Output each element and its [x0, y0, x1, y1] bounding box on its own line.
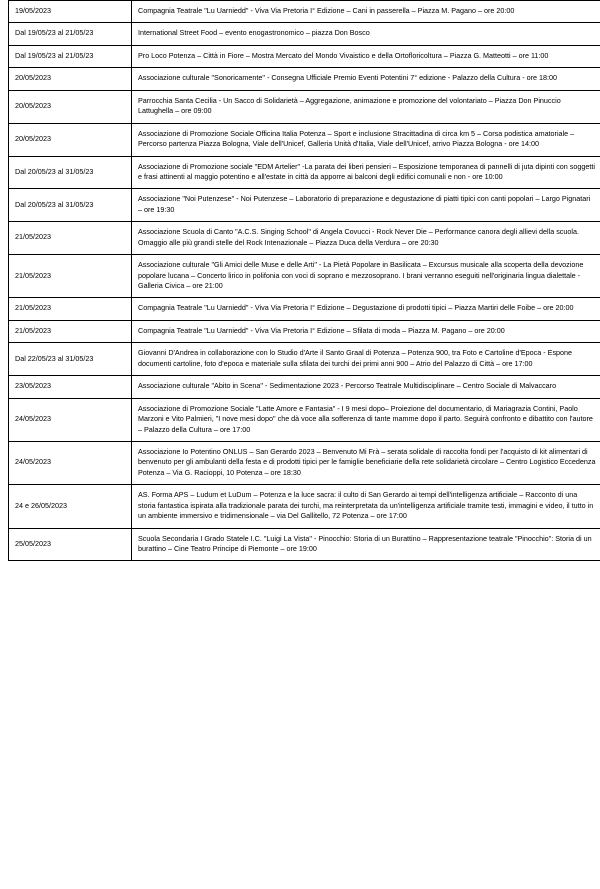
table-row: [9, 528, 600, 561]
event-date: Dal 22/05/23 al 31/05/23: [9, 343, 132, 376]
event-description: Pro Loco Potenza – Città in Fiore – Mostra Mercato del Mondo Vivaistico e della Ortofloricoltura – Piazza G. Matteotti – ore 11:00: [132, 45, 600, 67]
event-description: Scuola Secondaria I Grado Statele I.C. "Luigi La Vista" - Pinocchio: Storia di un Burattino – Rappresentazione teatrale "Pinocchio": Storia di un burattino – Cine Teatro Principe di Piemonte – ore 19:00: [132, 528, 600, 561]
event-description: Associazione di Promozione sociale "EDM Artelier" -La parata dei liberi pensieri – Esposizione temporanea di pannelli di juta dipinti con soggetti e frasi attinenti al maggio potentino e all'estate in città da apporre ai balconi degli edifici comunali e non - ore 10:00: [132, 156, 600, 189]
table-row: [9, 485, 600, 528]
table-row: [9, 90, 600, 123]
table-row: [9, 156, 600, 189]
table-row: [9, 298, 600, 320]
event-date: 25/05/2023: [9, 528, 132, 561]
event-description: AS. Forma APS – Ludum et LuDum – Potenza e la luce sacra: il culto di San Gerardo ai tempi dell'intelligenza artificiale – Racconto di una storia fantastica ispirata alla tradizionale parata dei turchi, ma reinterpretata da un'intelligenza artificiale tramite testi, immagini e video, il tutto in un ambiente immersivo e tridimensionale – via Del Gallitello, 72 Potenza – ore 17:00: [132, 485, 600, 528]
event-description: Associazione Scuola di Canto "A.C.S. Singing School" di Angela Covucci - Rock Never Die – Performance canora degli allievi della scuola. Omaggio alle più grandi stelle del Rock Intenazionale – Piazza Duca della Verdura – ore 20:30: [132, 222, 600, 255]
table-row: [9, 189, 600, 222]
table-row: [9, 376, 600, 398]
event-date: 24/05/2023: [9, 441, 132, 484]
event-description: Associazione di Promozione Sociale Officina Italia Potenza – Sport e inclusione Stracittadina di circa km 5 – Corsa podistica amatoriale – Percorso partenza Piazza Bologna, Viale dell'Unicef, Galleria Unità d'Italia, Viale dell'Unicef, arrivo Piazza Bologna - ore 14:00: [132, 123, 600, 156]
event-date: Dal 19/05/23 al 21/05/23: [9, 45, 132, 67]
table-row: [9, 1, 600, 23]
event-date: 24/05/2023: [9, 398, 132, 441]
table-row: [9, 68, 600, 90]
event-description: Associazione culturale "Abito in Scena" - Sedimentazione 2023 - Percorso Teatrale Multidisciplinare – Centro Sociale di Malvaccaro: [132, 376, 600, 398]
event-date: Dal 20/05/23 al 31/05/23: [9, 189, 132, 222]
event-date: 21/05/2023: [9, 298, 132, 320]
event-date: Dal 20/05/23 al 31/05/23: [9, 156, 132, 189]
events-table: [8, 0, 600, 561]
event-description: Giovanni D'Andrea in collaborazione con lo Studio d'Arte il Santo Graal di Potenza – Potenza 900, tra Foto e Cartoline d'Epoca - Espone documenti cartoline, foto d'epoca e materiale sulla sfilata dei turchi dei primi anni 900 – Atrio del Palazzo di Città – ore 17:00: [132, 343, 600, 376]
event-description: Associazione Io Potentino ONLUS – San Gerardo 2023 – Benvenuto Mi Frà – serata solidale di raccolta fondi per l'acquisto di kit alimentari di benvenuto per gli ambulanti della festa e di prodotti tipici per le famiglie beneficiarie della rete solidarietà circolare – Centro Logistico Eccedenza Potenza – Via G. Racioppi, 10 Potenza – ore 18:30: [132, 441, 600, 484]
event-date: 20/05/2023: [9, 90, 132, 123]
event-description: Compagnia Teatrale "Lu Uarniedd" - Viva Via Pretoria I° Edizione – Cani in passerella – Piazza M. Pagano – ore 20:00: [132, 1, 600, 23]
table-row: [9, 441, 600, 484]
table-row: [9, 255, 600, 298]
event-date: Dal 19/05/23 al 21/05/23: [9, 23, 132, 45]
table-row: [9, 398, 600, 441]
table-row: [9, 123, 600, 156]
table-row: [9, 222, 600, 255]
event-description: Parrocchia Santa Cecilia - Un Sacco di Solidarietà – Aggregazione, animazione e promozione del volontariato – Piazza Don Pinuccio Lattughella – ore 09:00: [132, 90, 600, 123]
event-description: Associazione "Noi Putenzese" - Noi Putenzese – Laboratorio di preparazione e degustazione di piatti tipici con canti popolari – Largo Pignatari – ore 19:30: [132, 189, 600, 222]
event-description: International Street Food – evento enogastronomico – piazza Don Bosco: [132, 23, 600, 45]
event-date: 19/05/2023: [9, 1, 132, 23]
event-description: Compagnia Teatrale "Lu Uarniedd" - Viva Via Pretoria I° Edizione – Degustazione di prodotti tipici – Piazza Martiri delle Foibe – ore 20:00: [132, 298, 600, 320]
event-date: 20/05/2023: [9, 68, 132, 90]
event-date: 24 e 26/05/2023: [9, 485, 132, 528]
event-description: Associazione di Promozione Sociale "Latte Amore e Fantasia" - I 9 mesi dopo– Proiezione del documentario, di Mariagrazia Contini, Paolo Marzoni e Vito Palmieri, "I nove mesi dopo" che dà voce alla sofferenza di tante mamme dopo il parto. Seguirà confronto e dibattito con l'autore – Palazzo della Cultura – ore 17:00: [132, 398, 600, 441]
event-date: 21/05/2023: [9, 255, 132, 298]
table-row: [9, 343, 600, 376]
event-date: 23/05/2023: [9, 376, 132, 398]
event-description: Compagnia Teatrale "Lu Uarniedd" - Viva Via Pretoria I° Edizione – Sfilata di moda – Piazza M. Pagano – ore 20:00: [132, 320, 600, 342]
table-row: [9, 23, 600, 45]
table-row: [9, 320, 600, 342]
events-table-body: [9, 1, 600, 561]
event-description: Associazione culturale "Sonoricamente" - Consegna Ufficiale Premio Eventi Potentini 7° edizione - Palazzo della Cultura - ore 18:00: [132, 68, 600, 90]
event-date: 21/05/2023: [9, 222, 132, 255]
table-row: [9, 45, 600, 67]
event-date: 20/05/2023: [9, 123, 132, 156]
event-date: 21/05/2023: [9, 320, 132, 342]
event-description: Associazione culturale "Gli Amici delle Muse e delle Arti" - La Pietà Popolare in Basilicata – Excursus musicale alla scoperta della devozione popolare lucana – Concerto lirico in polifonia con voci di soprano e mezzosoprano. I brani verranno eseguiti nell'originaria lingua dialettale - Galleria Civica – ore 21:00: [132, 255, 600, 298]
